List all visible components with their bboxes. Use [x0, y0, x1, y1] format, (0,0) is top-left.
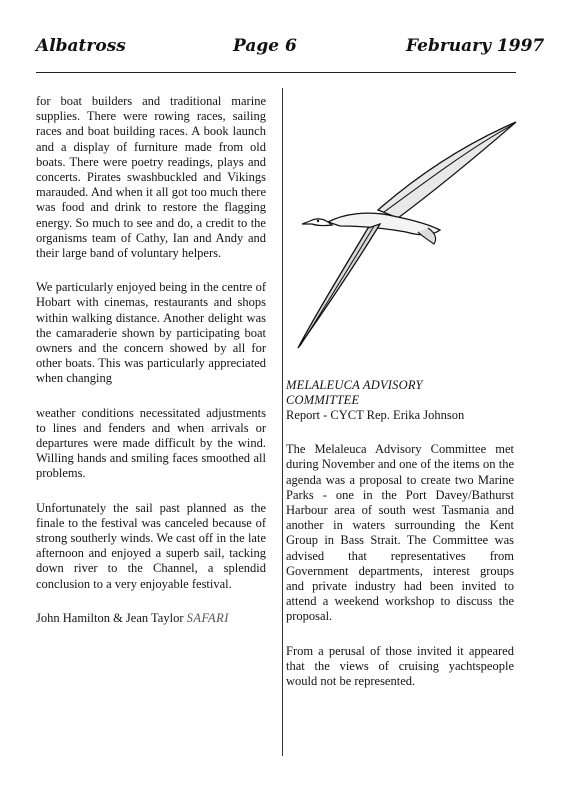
issue-date: February 1997: [406, 36, 545, 56]
article-heading-line-2: COMMITTEE: [286, 393, 360, 407]
right-column: [286, 378, 514, 708]
header-rule: [36, 72, 516, 73]
signature: [36, 611, 266, 626]
article-heading-line-1: MELALEUCA ADVISORY: [286, 378, 423, 392]
newsletter-title: Albatross: [36, 36, 126, 56]
right-paragraph-2: From a perusal of those invited it appeared that the views of cruising yachtspeople would not be represented.: [286, 643, 514, 689]
right-paragraph-1: The Melaleuca Advisory Committee met during November and one of the items on the agenda was a proposal to create two Marine Parks - one in the Port Davey/Bathurst Harbour area of south west Tasmania and another in waters surrounding the Kent Group in Bass Strait. The Committee was advised that representatives from Government departments, interest groups and private industry had been invited to attend a weekend workshop to discuss the proposal.: [286, 442, 514, 624]
signature-names: John Hamilton & Jean Taylor: [36, 610, 184, 625]
page-number: Page 6: [233, 36, 297, 56]
left-paragraph-1: for boat builders and traditional marine supplies. There were rowing races, sailing races and boat building races. A book launch and a display of furniture made from old boats. There were poetry readings, plays and concerts. Pirates swashbuckled and Vikings marauded. And when it all got too much there was food and drink to restore the flagging energy. So much to see and do, a credit to the organisms team of Cathy, Ian and Andy and their large band of voluntary helpers.: [36, 94, 266, 261]
column-divider: [282, 88, 283, 756]
report-byline: Report - CYCT Rep. Erika Johnson: [286, 408, 465, 422]
left-paragraph-2: We particularly enjoyed being in the centre of Hobart with cinemas, restaurants and shops within walking distance. Another delight was the camaraderie shown by participating boat owners and the concern showed by all for other boats. This was particularly appreciated when changing: [36, 280, 266, 386]
left-paragraph-4: Unfortunately the sail past planned as the finale to the festival was canceled because of strong southerly winds. We cast off in the late afternoon and enjoyed a superb sail, tacking down river to the Channel, a splendid conclusion to a very enjoyable festival.: [36, 500, 266, 591]
left-paragraph-3: weather conditions necessitated adjustments to lines and fenders and when arrivals or departures were made difficult by the wind. Willing hands and smiling faces smoothed all problems.: [36, 405, 266, 481]
albatross-drawing-icon: [288, 120, 520, 352]
signature-boat: SAFARI: [186, 610, 229, 625]
left-column: [36, 94, 266, 645]
